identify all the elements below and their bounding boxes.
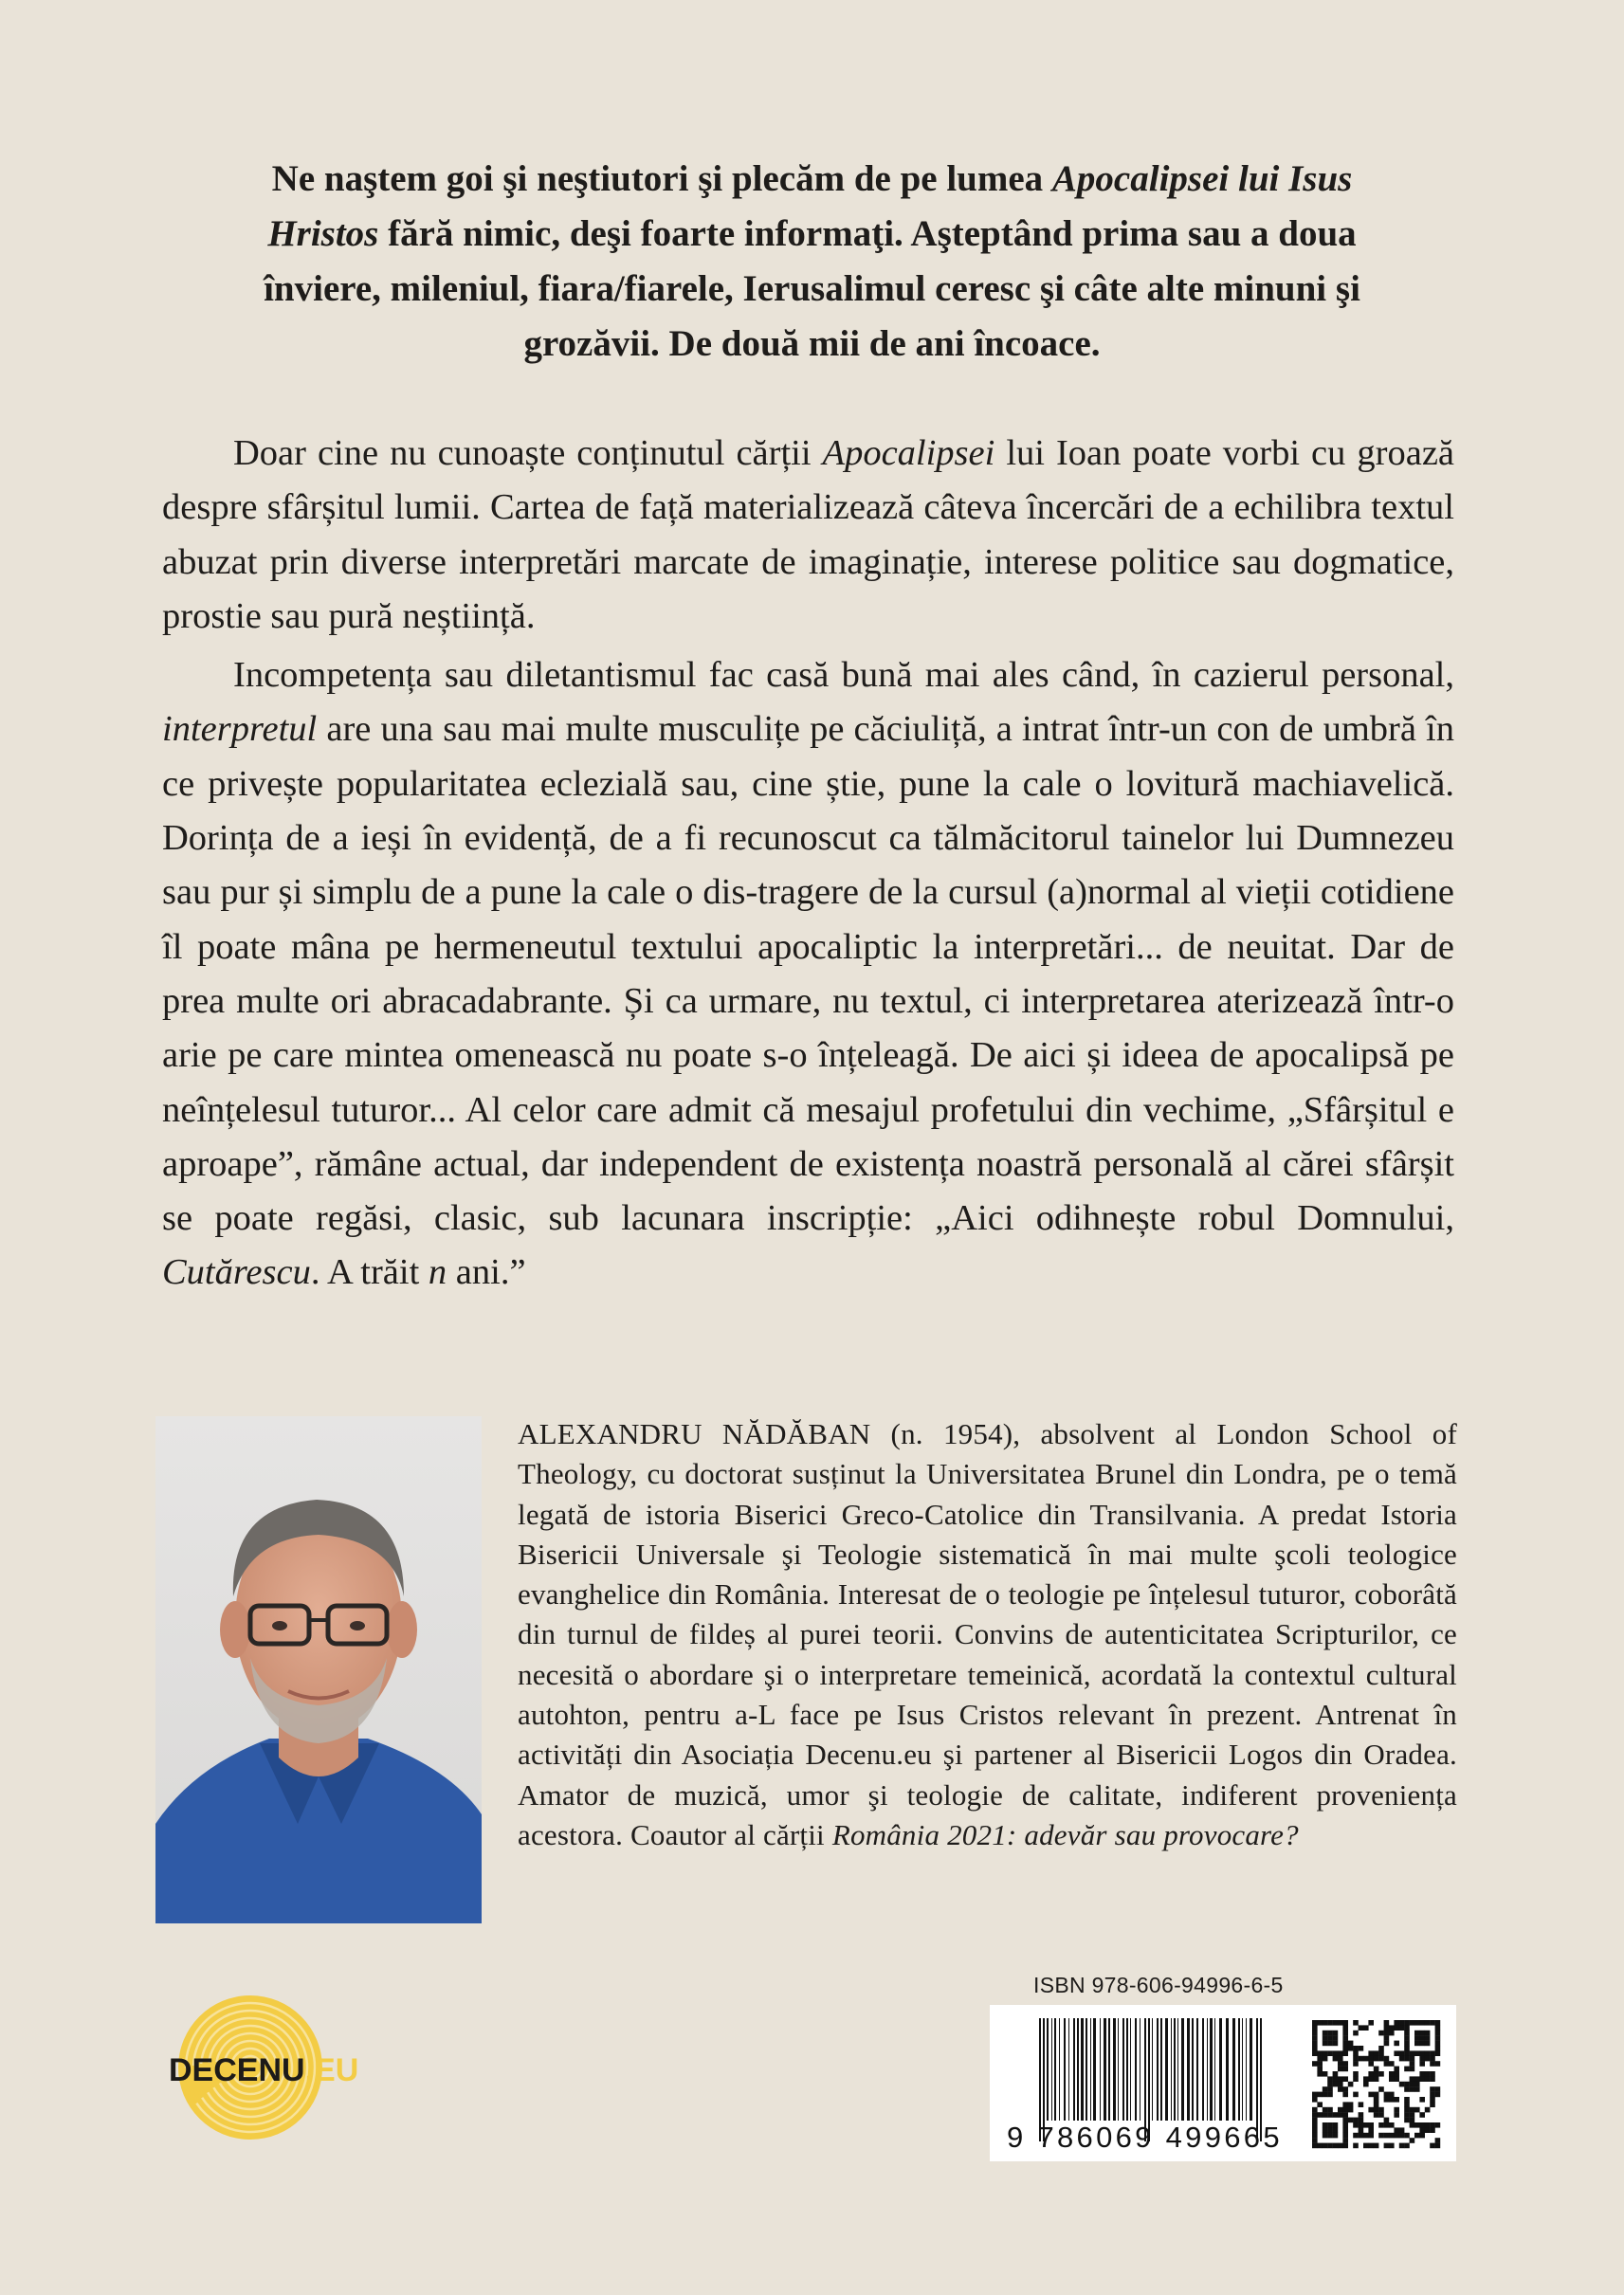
logo-text: DECENU.EU [169, 2052, 359, 2088]
author-portrait-image [155, 1416, 482, 1923]
blurb-paragraph-1: Doar cine nu cunoaște conținutul cărții Apocalipsei lui Ioan poate vorbi cu groază despre sfârșitul lumii. Cartea de față materializează câteva încercări de a echilibra textul abuzat prin diverse interpretări marcate de imaginație, interese politice sau dogmatice, prostie sau pură neștiință. [162, 433, 1454, 636]
author-name: ALEXANDRU NĂDĂBAN [518, 1417, 871, 1450]
blurb [162, 427, 1454, 1301]
author-photo [155, 1416, 482, 1923]
isbn-label: ISBN 978-606-94996-6-5 [1033, 1973, 1284, 1997]
coauthored-book-title: România 2021: adevăr sau provocare? [831, 1817, 1299, 1851]
barcode-box [990, 2005, 1456, 2161]
tagline-book-title: Apocalipsei lui Isus Hristos [267, 158, 1353, 254]
blurb-paragraph-2: Incompetența sau diletantismul fac casă bună mai ales când, în cazierul personal, interpretul are una sau mai multe musculițe pe căciuliță, a intrat într-un con de umbră în ce privește popularitatea eclezială sau, cine știe, pune la cale o lovitură machiavelică. Dorința de a ieși în evidență, de a fi recunoscut ca tălmăcitorul tainelor lui Dumnezeu sau pur și simplu de a pune la cale o dis-tragere de la cursul (a)normal al vieții cotidiene îl poate mâna pe hermeneutul textului apocaliptic la interpretări... de neuitat. Dar de prea multe ori abracadabrante. Și ca urmare, nu textul, ci interpretarea aterizează într-o arie pe care mintea omenească nu poate s-o înțeleagă. De aici și ideea de apocalipsă pe neînțelesul tuturor... Al celor care admit că mesajul profetului din vechime, „Sfârșitul e aproape”, rămâne actual, dar independent de existența noastră personală al cărei sfârșit se poate regăsi, clasic, sub lacunara inscripție: „Aici odihnește robul Domnului, Cutărescu. A trăit n ani.” [162, 655, 1454, 1293]
fingerprint-logo-icon [163, 1994, 362, 2141]
back-cover-tagline [237, 152, 1387, 372]
tagline-text-continued: fără nimic, deşi foarte informaţi. Aşteptând prima sau a doua înviere, mileniul, fiara/fiarele, Ierusalimul ceresc şi câte alte minuni şi grozăvii. De două mii de ani încoace. [264, 213, 1360, 364]
barcode-digits: 9 786069 499665 [1007, 2121, 1283, 2154]
publisher-logo [163, 1994, 362, 2141]
author-bio: ALEXANDRU NĂDĂBAN (n. 1954), absolvent al London School of Theology, cu doctorat susținut la Universitatea Brunel din Londra, pe o temă legată de istoria Biserici Greco-Catolice din Transilvania. A predat Istoria Bisericii Universale şi Teologie sistematică în mai multe şcoli teologice evanghelice din România. Interesat de o teologie pe înțelesul tuturor, coborâtă din turnul de fildeș al purei teorii. Convins de autenticitatea Scripturilor, ce necesită o abordare şi o interpretare temeinică, acordată la contextul cultural autohton, pentru a-L face pe Isus Cristos relevant în prezent. Antrenat în activități din Asociația Decenu.eu şi partener al Bisericii Logos din Oradea. Amator de muzică, umor şi teologie de calitate, indiferent proveniența acestora. Coautor al cărții România 2021: adevăr sau provocare? [518, 1417, 1457, 1851]
tagline-text: Ne naştem goi şi neştiutori şi plecăm de pe lumea [271, 158, 1052, 199]
